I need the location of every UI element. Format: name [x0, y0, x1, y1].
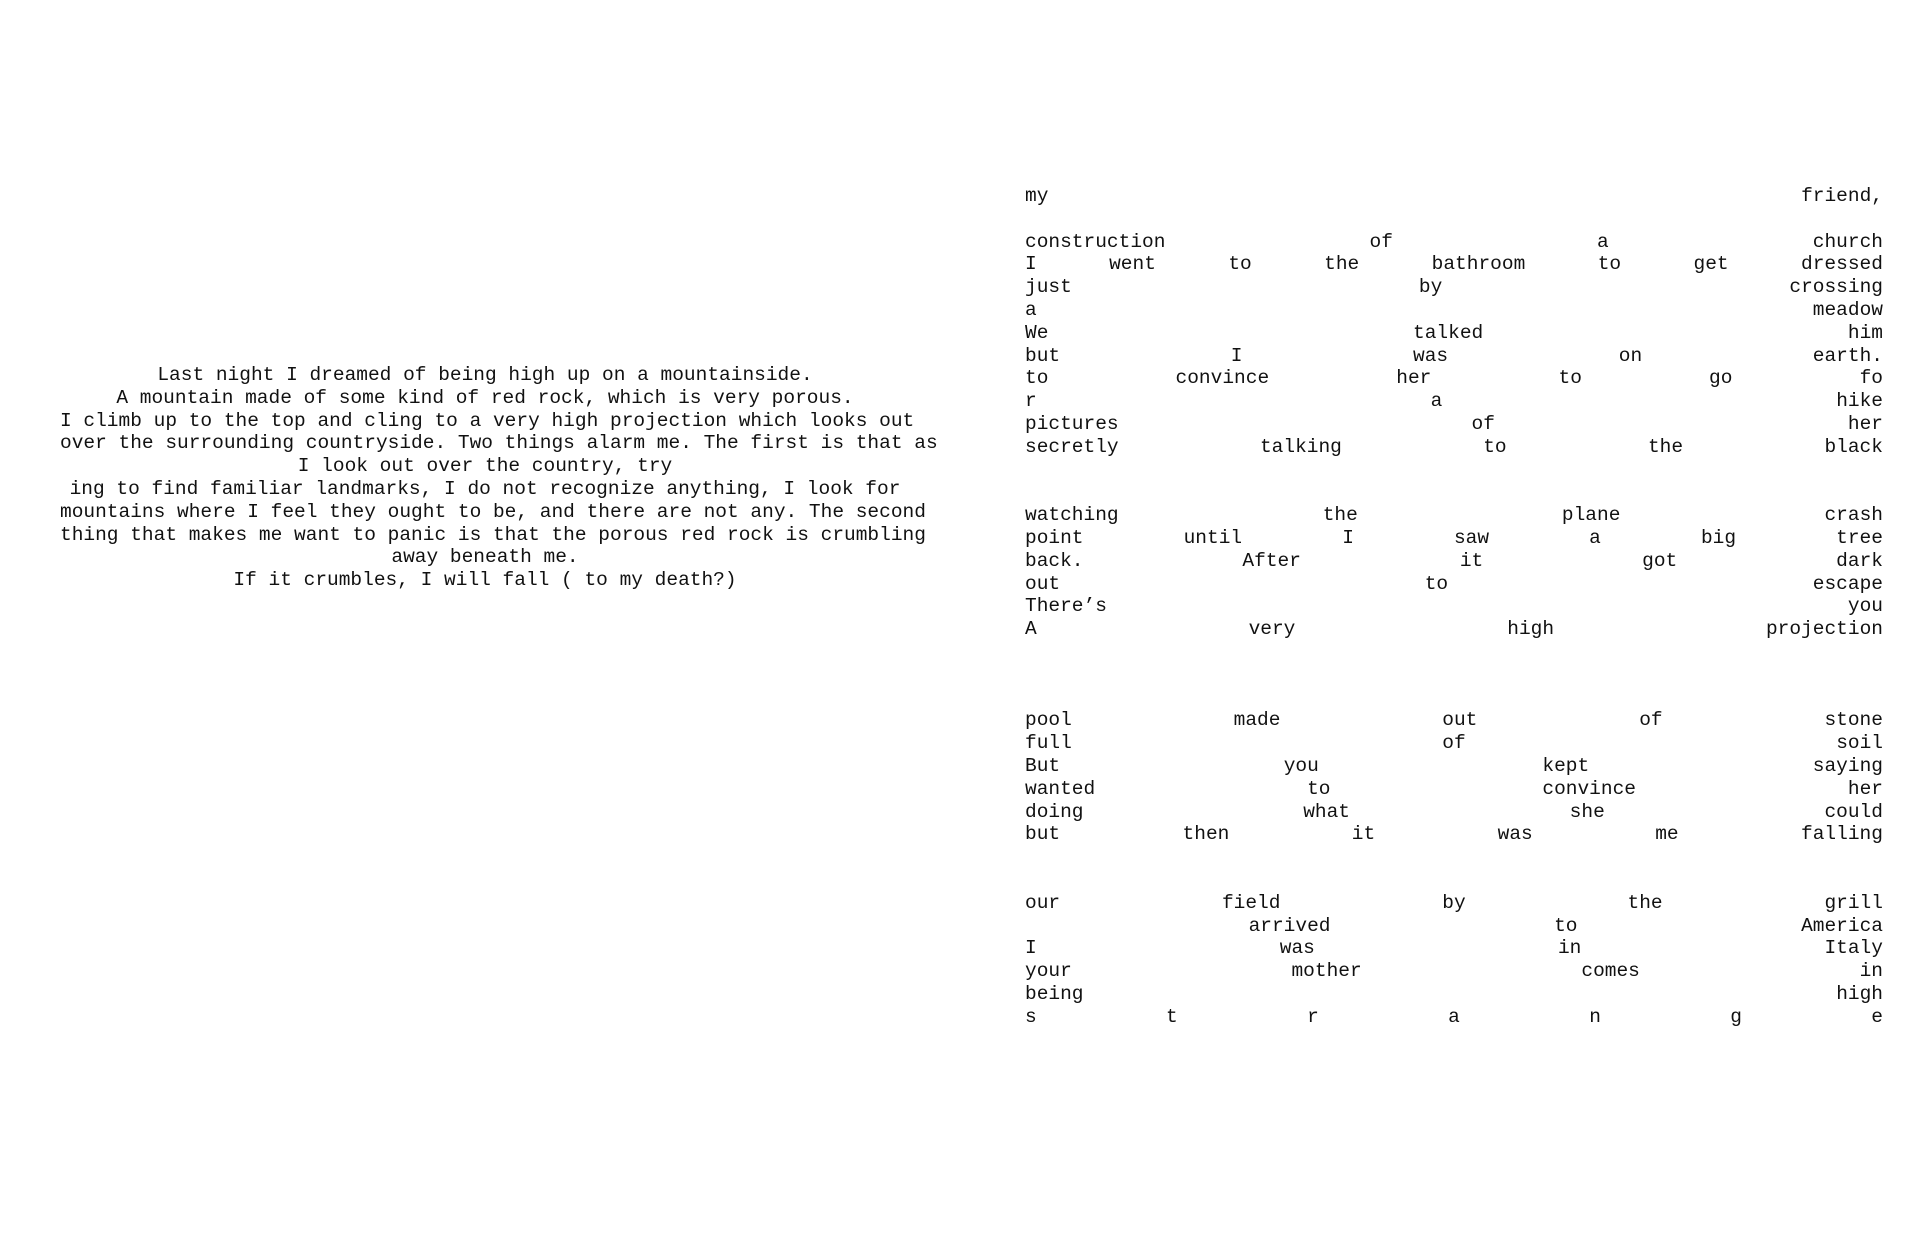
- verse-word: n: [1589, 1005, 1601, 1028]
- verse-word: could: [1824, 800, 1883, 823]
- verse-line: [1025, 527, 1883, 550]
- verse-word: field: [1221, 891, 1281, 914]
- verse-word: just: [1025, 276, 1072, 299]
- verse-word: I: [1230, 344, 1243, 367]
- stanza-gap: [1025, 208, 1883, 231]
- verse-line: [1025, 732, 1883, 755]
- verse-word: to: [1558, 367, 1582, 390]
- verse-line: [1025, 960, 1883, 983]
- verse-word: big: [1700, 526, 1737, 549]
- verse-stanza1: [1025, 185, 1883, 208]
- verse-word: of: [1471, 412, 1495, 435]
- verse-line: [1025, 299, 1883, 322]
- verse-line: [1025, 755, 1883, 778]
- verse-word: back.: [1025, 549, 1084, 572]
- prose-line: away beneath me.: [391, 546, 579, 569]
- verse-line: [1025, 185, 1883, 208]
- verse-line: [1025, 367, 1883, 390]
- verse-line: [1025, 1006, 1883, 1029]
- verse-word: I: [1025, 253, 1037, 276]
- stanza-gap: [1025, 459, 1883, 505]
- verse-block: [1025, 185, 1883, 1028]
- verse-line: [1025, 801, 1883, 824]
- verse-line: [1025, 937, 1883, 960]
- verse-word: to: [1424, 572, 1449, 595]
- verse-word: him: [1847, 321, 1883, 344]
- prose-line: thing that makes me want to panic is that the porous red rock is crumbling: [60, 523, 926, 546]
- prose-line: If it crumbles, I will fall ( to my death?): [233, 569, 737, 592]
- verse-word: your: [1025, 960, 1072, 983]
- verse-line: [1025, 709, 1883, 732]
- verse-word: saying: [1812, 754, 1883, 777]
- verse-word: to: [1483, 435, 1507, 458]
- verse-word: crash: [1824, 504, 1883, 527]
- verse-word: fo: [1859, 367, 1883, 390]
- verse-word: her: [1847, 412, 1883, 435]
- verse-word: in: [1859, 960, 1883, 983]
- verse-word: full: [1025, 732, 1072, 755]
- verse-word: convince: [1175, 367, 1270, 390]
- verse-word: America: [1801, 914, 1883, 937]
- verse-line: [1025, 595, 1883, 618]
- verse-word: a: [1597, 230, 1609, 253]
- verse-word: to: [1554, 914, 1578, 937]
- prose-line: I climb up to the top and cling to a very high projection which looks out: [60, 409, 915, 432]
- verse-word: high: [1507, 618, 1555, 641]
- prose-line: I look out over the country, try: [297, 455, 673, 478]
- verse-word: my: [1025, 185, 1049, 207]
- verse-stanza5: [1025, 892, 1883, 1029]
- verse-line: [1025, 390, 1883, 413]
- verse-word: projection: [1765, 618, 1883, 641]
- verse-word: it: [1459, 549, 1484, 572]
- verse-word: crossing: [1789, 276, 1883, 299]
- verse-word: r: [1025, 390, 1037, 413]
- verse-line: [1025, 413, 1883, 436]
- verse-word: on: [1618, 344, 1643, 367]
- verse-word: me: [1655, 823, 1679, 846]
- verse-word: until: [1183, 526, 1243, 549]
- verse-stanza3: [1025, 504, 1883, 641]
- verse-word: to: [1025, 367, 1049, 390]
- verse-line: [1025, 550, 1883, 573]
- verse-word: stone: [1824, 709, 1883, 732]
- verse-word: her: [1847, 777, 1883, 800]
- verse-word: then: [1182, 823, 1230, 846]
- verse-word: of: [1639, 709, 1663, 732]
- verse-word: arrived: [1248, 914, 1331, 937]
- verse-word: talking: [1259, 435, 1342, 458]
- verse-word: e: [1871, 1005, 1883, 1028]
- verse-word: it: [1351, 823, 1376, 846]
- verse-word: our: [1025, 891, 1061, 914]
- verse-word: t: [1166, 1005, 1178, 1028]
- verse-line: [1025, 253, 1883, 276]
- verse-word: escape: [1812, 572, 1883, 595]
- verse-word: was: [1413, 344, 1449, 367]
- verse-word: dark: [1836, 549, 1883, 572]
- verse-word: secretly: [1025, 435, 1119, 458]
- verse-word: to: [1597, 253, 1622, 276]
- verse-word: A: [1025, 618, 1037, 641]
- verse-word: tree: [1836, 526, 1883, 549]
- verse-line: [1025, 276, 1883, 299]
- verse-word: what: [1303, 800, 1350, 823]
- verse-word: you: [1283, 754, 1319, 777]
- verse-line: [1025, 573, 1883, 596]
- verse-stanza4: [1025, 709, 1883, 846]
- verse-word: black: [1824, 435, 1883, 458]
- verse-word: Italy: [1824, 937, 1883, 960]
- verse-word: being: [1025, 982, 1084, 1005]
- verse-word: was: [1279, 937, 1315, 960]
- verse-word: she: [1569, 800, 1605, 823]
- verse-word: saw: [1453, 526, 1490, 549]
- verse-word: out: [1442, 709, 1478, 732]
- verse-word: r: [1307, 1005, 1319, 1028]
- verse-word: meadow: [1812, 298, 1883, 321]
- verse-word: a: [1589, 526, 1601, 549]
- verse-word: bathroom: [1431, 253, 1526, 276]
- verse-word: watching: [1025, 504, 1119, 527]
- verse-word: in: [1557, 937, 1582, 960]
- verse-line: [1025, 983, 1883, 1006]
- verse-word: hike: [1836, 390, 1883, 413]
- prose-line: ing to find familiar landmarks, I do not recognize anything, I look for: [69, 477, 901, 500]
- verse-line: [1025, 322, 1883, 345]
- verse-line: [1025, 231, 1883, 254]
- verse-word: There’s: [1025, 595, 1107, 618]
- verse-word: point: [1025, 526, 1084, 549]
- verse-word: soil: [1836, 732, 1883, 755]
- verse-word: get: [1693, 253, 1729, 276]
- verse-word: a: [1430, 390, 1443, 413]
- verse-word: grill: [1824, 891, 1883, 914]
- verse-word: doing: [1025, 800, 1084, 823]
- verse-word: I: [1025, 937, 1037, 960]
- verse-word: the: [1627, 891, 1663, 914]
- verse-word: mother: [1291, 960, 1362, 983]
- verse-word: her: [1396, 367, 1432, 390]
- verse-word: you: [1847, 595, 1883, 618]
- verse-word: comes: [1581, 960, 1640, 983]
- verse-word: to: [1228, 253, 1252, 276]
- verse-word: earth.: [1812, 344, 1883, 367]
- verse-line: [1025, 345, 1883, 368]
- verse-word: talked: [1413, 321, 1484, 344]
- verse-stanza2: [1025, 231, 1883, 459]
- verse-word: of: [1369, 230, 1393, 253]
- prose-line: over the surrounding countryside. Two things alarm me. The first is that as: [60, 432, 938, 455]
- verse-word: a: [1025, 298, 1037, 321]
- verse-word: kept: [1542, 754, 1590, 777]
- verse-line: [1025, 504, 1883, 527]
- prose-line: Last night I dreamed of being high up on a mountainside.: [157, 364, 813, 386]
- verse-word: dressed: [1801, 253, 1883, 276]
- verse-word: went: [1109, 253, 1156, 276]
- verse-word: I: [1342, 526, 1354, 549]
- verse-line: [1025, 823, 1883, 846]
- verse-word: go: [1709, 367, 1733, 390]
- verse-word: but: [1025, 823, 1061, 846]
- verse-word: falling: [1801, 823, 1883, 846]
- verse-line: [1025, 892, 1883, 915]
- verse-word: s: [1025, 1005, 1037, 1028]
- verse-word: high: [1836, 982, 1883, 1005]
- verse-word: friend,: [1801, 185, 1883, 207]
- verse-word: to: [1307, 777, 1331, 800]
- verse-word: g: [1730, 1005, 1742, 1028]
- verse-word: but: [1025, 344, 1061, 367]
- verse-word: was: [1497, 823, 1533, 846]
- verse-word: wanted: [1025, 777, 1096, 800]
- verse-word: After: [1242, 549, 1301, 572]
- stanza-gap: [1025, 846, 1883, 892]
- prose-line: mountains where I feel they ought to be, and there are not any. The second: [60, 500, 926, 523]
- verse-word: got: [1642, 549, 1678, 572]
- verse-word: by: [1442, 891, 1466, 914]
- verse-word: the: [1324, 253, 1360, 276]
- verse-line: [1025, 778, 1883, 801]
- verse-line: [1025, 436, 1883, 459]
- verse-word: the: [1322, 504, 1358, 527]
- verse-word: plane: [1561, 504, 1621, 527]
- verse-word: of: [1442, 732, 1466, 755]
- verse-word: very: [1248, 618, 1296, 641]
- verse-word: pictures: [1025, 412, 1119, 435]
- verse-word: by: [1418, 276, 1443, 299]
- verse-word: convince: [1542, 777, 1636, 800]
- verse-word: church: [1812, 230, 1883, 253]
- prose-line: A mountain made of some kind of red rock, which is very porous.: [116, 386, 854, 409]
- verse-word: construction: [1025, 230, 1166, 253]
- verse-word: made: [1233, 709, 1281, 732]
- verse-word: the: [1647, 435, 1684, 458]
- verse-word: We: [1025, 321, 1049, 344]
- verse-word: a: [1448, 1005, 1460, 1028]
- verse-line: [1025, 618, 1883, 641]
- prose-block: [60, 364, 938, 592]
- verse-word: pool: [1025, 709, 1072, 732]
- verse-line: [1025, 915, 1883, 938]
- verse-word: out: [1025, 572, 1061, 595]
- stanza-gap: [1025, 641, 1883, 709]
- verse-word: But: [1025, 754, 1061, 777]
